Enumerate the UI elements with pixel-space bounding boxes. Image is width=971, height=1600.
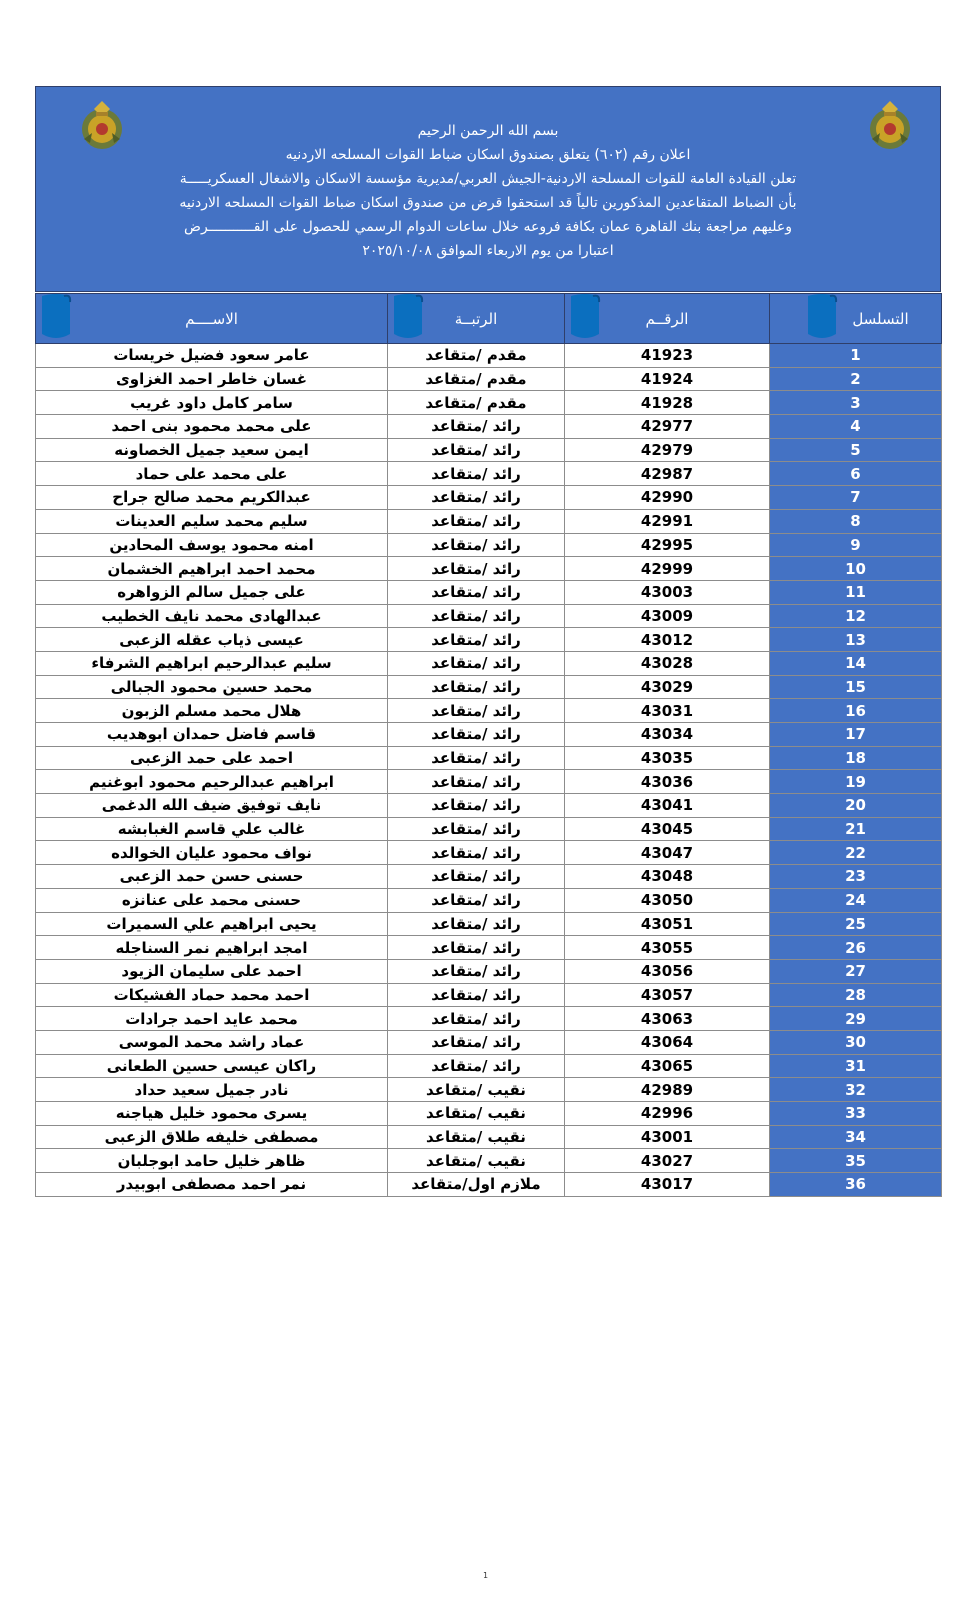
officer-rank-cell: رائد /متقاعد <box>388 462 565 486</box>
officer-number-cell: 43063 <box>565 1007 770 1031</box>
table-row <box>36 415 942 439</box>
table-row <box>36 557 942 581</box>
table-row <box>36 651 942 675</box>
officer-rank-cell: نقيب /متقاعد <box>388 1078 565 1102</box>
officer-rank-cell: رائد /متقاعد <box>388 557 565 581</box>
serial-number-cell: 36 <box>770 1173 942 1197</box>
table-header-row <box>36 294 942 344</box>
officer-number-cell: 43035 <box>565 746 770 770</box>
table-row <box>36 983 942 1007</box>
serial-number-cell: 33 <box>770 1102 942 1126</box>
officer-rank-cell: رائد /متقاعد <box>388 770 565 794</box>
officer-rank-cell: رائد /متقاعد <box>388 651 565 675</box>
table-row <box>36 604 942 628</box>
officer-rank-cell: رائد /متقاعد <box>388 959 565 983</box>
serial-number-cell: 28 <box>770 983 942 1007</box>
table-row <box>36 1149 942 1173</box>
officer-name-cell: غالب علي قاسم الغبابشه <box>36 817 388 841</box>
officer-number-cell: 43027 <box>565 1149 770 1173</box>
table-row <box>36 723 942 747</box>
officer-name-cell: سليم محمد سليم العدينات <box>36 509 388 533</box>
column-header-number <box>565 294 770 344</box>
serial-number-cell: 7 <box>770 486 942 510</box>
officer-name-cell: على محمد محمود بنى احمد <box>36 415 388 439</box>
officer-number-cell: 41924 <box>565 367 770 391</box>
officer-number-cell: 42990 <box>565 486 770 510</box>
officer-rank-cell: رائد /متقاعد <box>388 794 565 818</box>
officer-number-cell: 41928 <box>565 391 770 415</box>
officer-number-cell: 43055 <box>565 936 770 960</box>
officer-number-cell: 41923 <box>565 344 770 368</box>
officer-name-cell: سليم عبدالرحيم ابراهيم الشرفاء <box>36 651 388 675</box>
column-header-seq-label: التسلسل <box>852 309 909 328</box>
table-row <box>36 391 942 415</box>
serial-number-cell: 4 <box>770 415 942 439</box>
officer-number-cell: 43036 <box>565 770 770 794</box>
officer-rank-cell: ملازم اول/متقاعد <box>388 1173 565 1197</box>
page-number: 1 <box>482 1571 489 1580</box>
ribbon-icon <box>806 294 838 340</box>
officer-rank-cell: رائد /متقاعد <box>388 628 565 652</box>
column-header-rank-label: الرتبــة <box>454 309 498 328</box>
officer-rank-cell: رائد /متقاعد <box>388 1030 565 1054</box>
table-row <box>36 486 942 510</box>
serial-number-cell: 26 <box>770 936 942 960</box>
table-row <box>36 770 942 794</box>
officer-rank-cell: رائد /متقاعد <box>388 699 565 723</box>
table-row <box>36 1102 942 1126</box>
officer-name-cell: ظاهر خليل حامد ابوجلبان <box>36 1149 388 1173</box>
banner-line-instructions: وعليهم مراجعة بنك القاهرة عمان بكافة فروعه خلال ساعات الدوام الرسمي للحصول على القـــــــــــرض <box>184 219 792 235</box>
officer-number-cell: 43045 <box>565 817 770 841</box>
announcement-text <box>36 119 940 263</box>
officer-name-cell: عماد راشد محمد الموسى <box>36 1030 388 1054</box>
officer-rank-cell: مقدم /متقاعد <box>388 391 565 415</box>
officer-rank-cell: رائد /متقاعد <box>388 675 565 699</box>
officer-rank-cell: رائد /متقاعد <box>388 912 565 936</box>
serial-number-cell: 18 <box>770 746 942 770</box>
officer-rank-cell: رائد /متقاعد <box>388 486 565 510</box>
serial-number-cell: 6 <box>770 462 942 486</box>
serial-number-cell: 12 <box>770 604 942 628</box>
officer-number-cell: 43048 <box>565 865 770 889</box>
officer-name-cell: نواف محمود عليان الخوالده <box>36 841 388 865</box>
serial-number-cell: 15 <box>770 675 942 699</box>
officer-number-cell: 42977 <box>565 415 770 439</box>
officer-number-cell: 43064 <box>565 1030 770 1054</box>
table-row <box>36 959 942 983</box>
table-row <box>36 817 942 841</box>
officer-name-cell: امنه محمود يوسف المحادين <box>36 533 388 557</box>
ribbon-icon <box>40 294 72 340</box>
table-row <box>36 580 942 604</box>
officer-number-cell: 43041 <box>565 794 770 818</box>
officer-rank-cell: نقيب /متقاعد <box>388 1102 565 1126</box>
serial-number-cell: 9 <box>770 533 942 557</box>
table-row <box>36 841 942 865</box>
serial-number-cell: 24 <box>770 888 942 912</box>
serial-number-cell: 16 <box>770 699 942 723</box>
officer-name-cell: ابراهيم عبدالرحيم محمود ابوغنيم <box>36 770 388 794</box>
officer-rank-cell: رائد /متقاعد <box>388 888 565 912</box>
officer-name-cell: عبدالكريم محمد صالح جراح <box>36 486 388 510</box>
serial-number-cell: 21 <box>770 817 942 841</box>
officers-table <box>35 293 942 1197</box>
officer-number-cell: 43012 <box>565 628 770 652</box>
table-row <box>36 699 942 723</box>
officer-number-cell: 43057 <box>565 983 770 1007</box>
officer-name-cell: نمر احمد مصطفى ابوبيدر <box>36 1173 388 1197</box>
officer-name-cell: هلال محمد مسلم الزبون <box>36 699 388 723</box>
column-header-rank <box>388 294 565 344</box>
officer-name-cell: عامر سعود فضيل خريسات <box>36 344 388 368</box>
serial-number-cell: 19 <box>770 770 942 794</box>
officer-rank-cell: رائد /متقاعد <box>388 604 565 628</box>
officer-rank-cell: رائد /متقاعد <box>388 533 565 557</box>
table-row <box>36 1078 942 1102</box>
officer-name-cell: سامر كامل داود غريب <box>36 391 388 415</box>
ribbon-icon <box>569 294 601 340</box>
officer-name-cell: احمد على حمد الزعبى <box>36 746 388 770</box>
serial-number-cell: 17 <box>770 723 942 747</box>
officer-number-cell: 43065 <box>565 1054 770 1078</box>
officer-number-cell: 43056 <box>565 959 770 983</box>
table-row <box>36 533 942 557</box>
table-row <box>36 746 942 770</box>
serial-number-cell: 10 <box>770 557 942 581</box>
officer-name-cell: محمد حسين محمود الجبالى <box>36 675 388 699</box>
table-row <box>36 509 942 533</box>
officers-table-body <box>36 344 942 1197</box>
column-header-name-label: الاســــم <box>185 309 238 328</box>
serial-number-cell: 11 <box>770 580 942 604</box>
serial-number-cell: 8 <box>770 509 942 533</box>
serial-number-cell: 32 <box>770 1078 942 1102</box>
officer-rank-cell: نقيب /متقاعد <box>388 1125 565 1149</box>
officer-name-cell: ايمن سعيد جميل الخصاونه <box>36 438 388 462</box>
table-row <box>36 462 942 486</box>
serial-number-cell: 20 <box>770 794 942 818</box>
officer-name-cell: محمد احمد ابراهيم الخشمان <box>36 557 388 581</box>
officer-number-cell: 42999 <box>565 557 770 581</box>
serial-number-cell: 35 <box>770 1149 942 1173</box>
officer-number-cell: 43001 <box>565 1125 770 1149</box>
table-row <box>36 1173 942 1197</box>
serial-number-cell: 22 <box>770 841 942 865</box>
officer-number-cell: 43028 <box>565 651 770 675</box>
banner-line-announcement-number: اعلان رقم (٦٠٢) يتعلق بصندوق اسكان ضباط القوات المسلحه الاردنيه <box>285 147 691 163</box>
officer-number-cell: 42987 <box>565 462 770 486</box>
officer-number-cell: 42995 <box>565 533 770 557</box>
table-row <box>36 1007 942 1031</box>
serial-number-cell: 13 <box>770 628 942 652</box>
table-row <box>36 1125 942 1149</box>
officer-name-cell: يحيى ابراهيم علي السميرات <box>36 912 388 936</box>
serial-number-cell: 23 <box>770 865 942 889</box>
column-header-number-label: الرقــم <box>645 309 689 328</box>
officer-name-cell: احمد محمد حماد الفشيكات <box>36 983 388 1007</box>
officer-name-cell: حسنى محمد على عنانزه <box>36 888 388 912</box>
table-row <box>36 888 942 912</box>
officer-number-cell: 43051 <box>565 912 770 936</box>
serial-number-cell: 25 <box>770 912 942 936</box>
officer-rank-cell: رائد /متقاعد <box>388 723 565 747</box>
officer-name-cell: مصطفى خليفه طلاق الزعبى <box>36 1125 388 1149</box>
officer-name-cell: امجد ابراهيم نمر السناجله <box>36 936 388 960</box>
officer-rank-cell: رائد /متقاعد <box>388 841 565 865</box>
table-row <box>36 628 942 652</box>
table-row <box>36 1030 942 1054</box>
table-row <box>36 865 942 889</box>
officer-rank-cell: رائد /متقاعد <box>388 865 565 889</box>
banner-line-basmala: بسم الله الرحمن الرحيم <box>417 123 559 139</box>
officer-name-cell: عبدالهادى محمد نايف الخطيب <box>36 604 388 628</box>
officer-rank-cell: رائد /متقاعد <box>388 509 565 533</box>
table-row <box>36 794 942 818</box>
table-row <box>36 675 942 699</box>
ribbon-icon <box>392 294 424 340</box>
officer-rank-cell: رائد /متقاعد <box>388 438 565 462</box>
table-row <box>36 936 942 960</box>
officer-number-cell: 42979 <box>565 438 770 462</box>
officer-number-cell: 42991 <box>565 509 770 533</box>
column-header-name <box>36 294 388 344</box>
officer-rank-cell: مقدم /متقاعد <box>388 367 565 391</box>
officer-rank-cell: رائد /متقاعد <box>388 817 565 841</box>
officer-rank-cell: رائد /متقاعد <box>388 983 565 1007</box>
serial-number-cell: 5 <box>770 438 942 462</box>
serial-number-cell: 1 <box>770 344 942 368</box>
officer-name-cell: نادر جميل سعيد حداد <box>36 1078 388 1102</box>
banner-line-date: اعتبارا من يوم الاربعاء الموافق ٢٠٢٥/١٠/٠٨ <box>362 243 614 259</box>
officer-number-cell: 43009 <box>565 604 770 628</box>
banner-line-eligibility: بأن الضباط المتقاعدين المذكورين تالياً قد استحقوا قرض من صندوق اسكان ضباط القوات المسلحه الاردنيه <box>179 195 797 211</box>
officer-name-cell: محمد عايد احمد جرادات <box>36 1007 388 1031</box>
serial-number-cell: 30 <box>770 1030 942 1054</box>
officer-rank-cell: نقيب /متقاعد <box>388 1149 565 1173</box>
officer-number-cell: 42989 <box>565 1078 770 1102</box>
table-row <box>36 367 942 391</box>
officer-name-cell: احمد على سليمان الزيود <box>36 959 388 983</box>
serial-number-cell: 3 <box>770 391 942 415</box>
officer-rank-cell: رائد /متقاعد <box>388 1007 565 1031</box>
officer-name-cell: راكان عيسى حسين الطعانى <box>36 1054 388 1078</box>
officer-name-cell: حسنى حسن حمد الزعبى <box>36 865 388 889</box>
officer-number-cell: 43017 <box>565 1173 770 1197</box>
table-row <box>36 438 942 462</box>
officer-number-cell: 42996 <box>565 1102 770 1126</box>
column-header-seq <box>770 294 942 344</box>
officer-name-cell: عيسى ذياب عقله الزعبى <box>36 628 388 652</box>
table-row <box>36 912 942 936</box>
officer-rank-cell: رائد /متقاعد <box>388 1054 565 1078</box>
officer-number-cell: 43003 <box>565 580 770 604</box>
serial-number-cell: 34 <box>770 1125 942 1149</box>
officer-number-cell: 43034 <box>565 723 770 747</box>
officer-rank-cell: مقدم /متقاعد <box>388 344 565 368</box>
announcement-banner <box>35 86 941 292</box>
officer-number-cell: 43050 <box>565 888 770 912</box>
serial-number-cell: 29 <box>770 1007 942 1031</box>
serial-number-cell: 27 <box>770 959 942 983</box>
officer-name-cell: قاسم فاضل حمدان ابوهديب <box>36 723 388 747</box>
officer-name-cell: على محمد على حماد <box>36 462 388 486</box>
officer-name-cell: يسرى محمود خليل هياجنه <box>36 1102 388 1126</box>
officer-rank-cell: رائد /متقاعد <box>388 415 565 439</box>
officer-rank-cell: رائد /متقاعد <box>388 580 565 604</box>
officer-name-cell: على جميل سالم الزواهره <box>36 580 388 604</box>
banner-line-issuer: تعلن القيادة العامة للقوات المسلحة الاردنية-الجيش العربي/مديرية مؤسسة الاسكان والاشغال العسكريـــــة <box>179 171 797 187</box>
officer-number-cell: 43047 <box>565 841 770 865</box>
officer-number-cell: 43029 <box>565 675 770 699</box>
officer-rank-cell: رائد /متقاعد <box>388 746 565 770</box>
officer-number-cell: 43031 <box>565 699 770 723</box>
serial-number-cell: 31 <box>770 1054 942 1078</box>
serial-number-cell: 14 <box>770 651 942 675</box>
officer-name-cell: نايف توفيق ضيف الله الدغمى <box>36 794 388 818</box>
table-row <box>36 344 942 368</box>
serial-number-cell: 2 <box>770 367 942 391</box>
officer-rank-cell: رائد /متقاعد <box>388 936 565 960</box>
table-row <box>36 1054 942 1078</box>
officer-name-cell: غسان خاطر احمد الغزاوى <box>36 367 388 391</box>
